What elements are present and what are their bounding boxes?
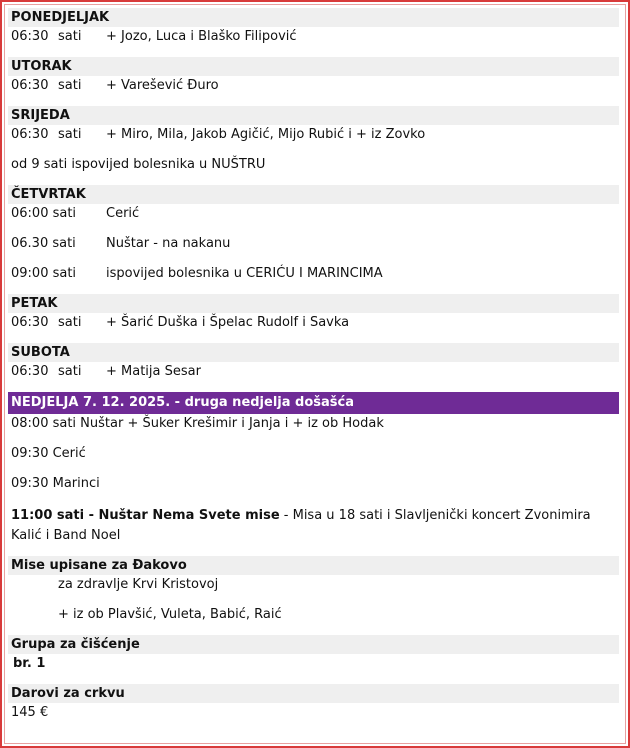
mass-time: 06.30 sati: [11, 236, 76, 251]
cleaning-value: br. 1: [13, 656, 46, 671]
day-header-friday: PETAK: [8, 294, 619, 313]
cleaning-row: [8, 654, 619, 684]
mass-time-unit: sati: [58, 78, 82, 93]
sunday-special-notice: [8, 504, 619, 546]
sunday-special-text: - Misa u 18 sati i Slavljenički koncert Zvonimira Kalić i Band Noel: [11, 508, 591, 543]
djakovo-item: [8, 575, 619, 605]
mass-intention: + Šarić Duška i Špelac Rudolf i Savka: [106, 315, 350, 330]
mass-time: 06:30: [11, 364, 49, 379]
gifts-header: Darovi za crkvu: [8, 684, 619, 703]
mass-time: 06:00 sati: [11, 206, 77, 221]
djakovo-item-text: za zdravlje Krvi Kristovoj: [58, 577, 219, 592]
mass-entry: [8, 76, 619, 106]
day-note: [8, 155, 619, 185]
mass-entry: [8, 125, 619, 155]
mass-schedule: [8, 8, 619, 733]
mass-entry: [8, 204, 619, 234]
mass-time: 06:30: [11, 29, 49, 44]
mass-time: 09:00 sati: [11, 266, 77, 281]
mass-time: 06:30: [11, 127, 49, 142]
mass-intention: + Miro, Mila, Jakob Agičić, Mijo Rubić i + iz Zovko: [106, 127, 426, 142]
sunday-mass-entry: [8, 414, 619, 444]
mass-time-unit: sati: [58, 29, 82, 44]
sunday-mass-line: 09:30 Marinci: [11, 476, 100, 491]
djakovo-item-text: + iz ob Plavšić, Vuleta, Babić, Raić: [58, 607, 282, 622]
sunday-header: NEDJELJA 7. 12. 2025. - druga nedjelja došašća: [8, 392, 619, 414]
djakovo-header: Mise upisane za Đakovo: [8, 556, 619, 575]
day-header-saturday: SUBOTA: [8, 343, 619, 362]
sunday-special-bold: 11:00 sati - Nuštar Nema Svete mise: [11, 508, 280, 523]
sunday-mass-line: 08:00 sati Nuštar + Šuker Krešimir i Janja i + iz ob Hodak: [11, 416, 384, 431]
mass-time-unit: sati: [58, 315, 82, 330]
mass-entry: [8, 234, 619, 264]
mass-intention: + Jozo, Luca i Blaško Filipović: [106, 29, 297, 44]
mass-time: 06:30: [11, 315, 49, 330]
gifts-row: [8, 703, 619, 733]
day-header-thursday: ČETVRTAK: [8, 185, 619, 204]
gifts-value: 145 €: [11, 705, 49, 720]
mass-intention: Nuštar - na nakanu: [106, 236, 231, 251]
day-header-wednesday: SRIJEDA: [8, 106, 619, 125]
mass-entry: [8, 313, 619, 343]
mass-intention: + Matija Sesar: [106, 364, 201, 379]
sunday-mass-entry: [8, 474, 619, 504]
day-header-monday: PONEDJELJAK: [8, 8, 619, 27]
sunday-mass-line: 09:30 Cerić: [11, 446, 86, 461]
cleaning-header: Grupa za čišćenje: [8, 635, 619, 654]
mass-entry: [8, 264, 619, 294]
mass-time-unit: sati: [58, 364, 82, 379]
mass-intention: ispovijed bolesnika u CERIĆU I MARINCIMA: [106, 266, 383, 281]
mass-time-unit: sati: [58, 127, 82, 142]
day-note-text: od 9 sati ispovijed bolesnika u NUŠTRU: [11, 157, 266, 172]
djakovo-item: [8, 605, 619, 635]
mass-intention: + Varešević Đuro: [106, 78, 219, 93]
mass-time: 06:30: [11, 78, 49, 93]
mass-entry: [8, 27, 619, 57]
day-header-tuesday: UTORAK: [8, 57, 619, 76]
mass-intention: Cerić: [106, 206, 140, 221]
sunday-mass-entry: [8, 444, 619, 474]
mass-entry: [8, 362, 619, 392]
